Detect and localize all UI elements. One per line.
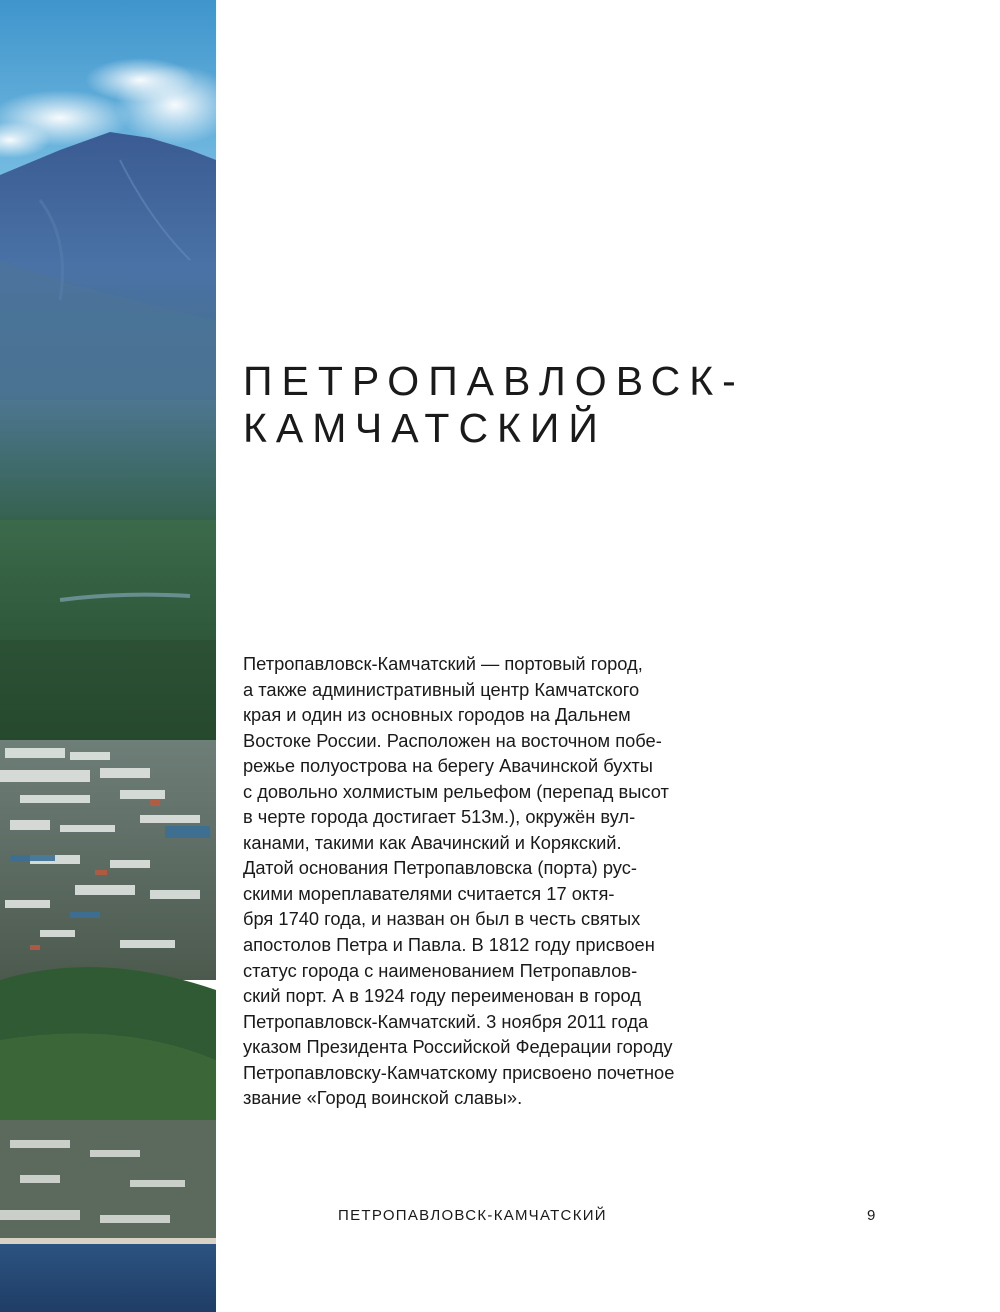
- body-line: бря 1740 года, и назван он был в честь святых: [243, 908, 641, 930]
- body-line: скими мореплавателями считается 17 октя-: [243, 882, 615, 904]
- body-paragraph: [243, 651, 763, 1111]
- body-line: указом Президента Российской Федерации городу: [243, 1036, 673, 1058]
- heading-line: КАМЧАТСКИЙ: [243, 405, 607, 451]
- body-line: Востоке России. Расположен на восточном побе-: [243, 729, 662, 751]
- city-landscape-photo: [0, 0, 216, 1312]
- running-footer-title: ПЕТРОПАВЛОВСК-КАМЧАТСКИЙ: [338, 1207, 607, 1224]
- body-line: апостолов Петра и Павла. В 1812 году присвоен: [243, 934, 655, 956]
- body-line: Датой основания Петропавловска (порта) рус-: [243, 857, 637, 879]
- body-line: ский порт. А в 1924 году переименован в город: [243, 985, 641, 1007]
- page-number: 9: [867, 1207, 876, 1224]
- heading-line: ПЕТРОПАВЛОВСК-: [243, 358, 745, 404]
- body-line: звание «Город воинской славы».: [243, 1087, 523, 1109]
- body-line: а также административный центр Камчатского: [243, 678, 640, 700]
- body-line: режье полуострова на берегу Авачинской бухты: [243, 755, 653, 777]
- body-line: с довольно холмистым рельефом (перепад высот: [243, 780, 669, 802]
- landscape-photo-image: [0, 0, 216, 1312]
- body-line: края и один из основных городов на Дальнем: [243, 704, 631, 726]
- body-line: Петропавловску-Камчатскому присвоено почетное: [243, 1061, 675, 1083]
- body-line: Петропавловск-Камчатский — портовый город,: [243, 653, 643, 674]
- body-line: Петропавловск-Камчатский. 3 ноября 2011 года: [243, 1010, 649, 1032]
- body-line: канами, такими как Авачинский и Корякский.: [243, 831, 622, 853]
- page-heading: [243, 358, 943, 452]
- body-line: в черте города достигает 513м.), окружён вул-: [243, 806, 636, 828]
- body-line: статус города с наименованием Петропавлов-: [243, 959, 638, 981]
